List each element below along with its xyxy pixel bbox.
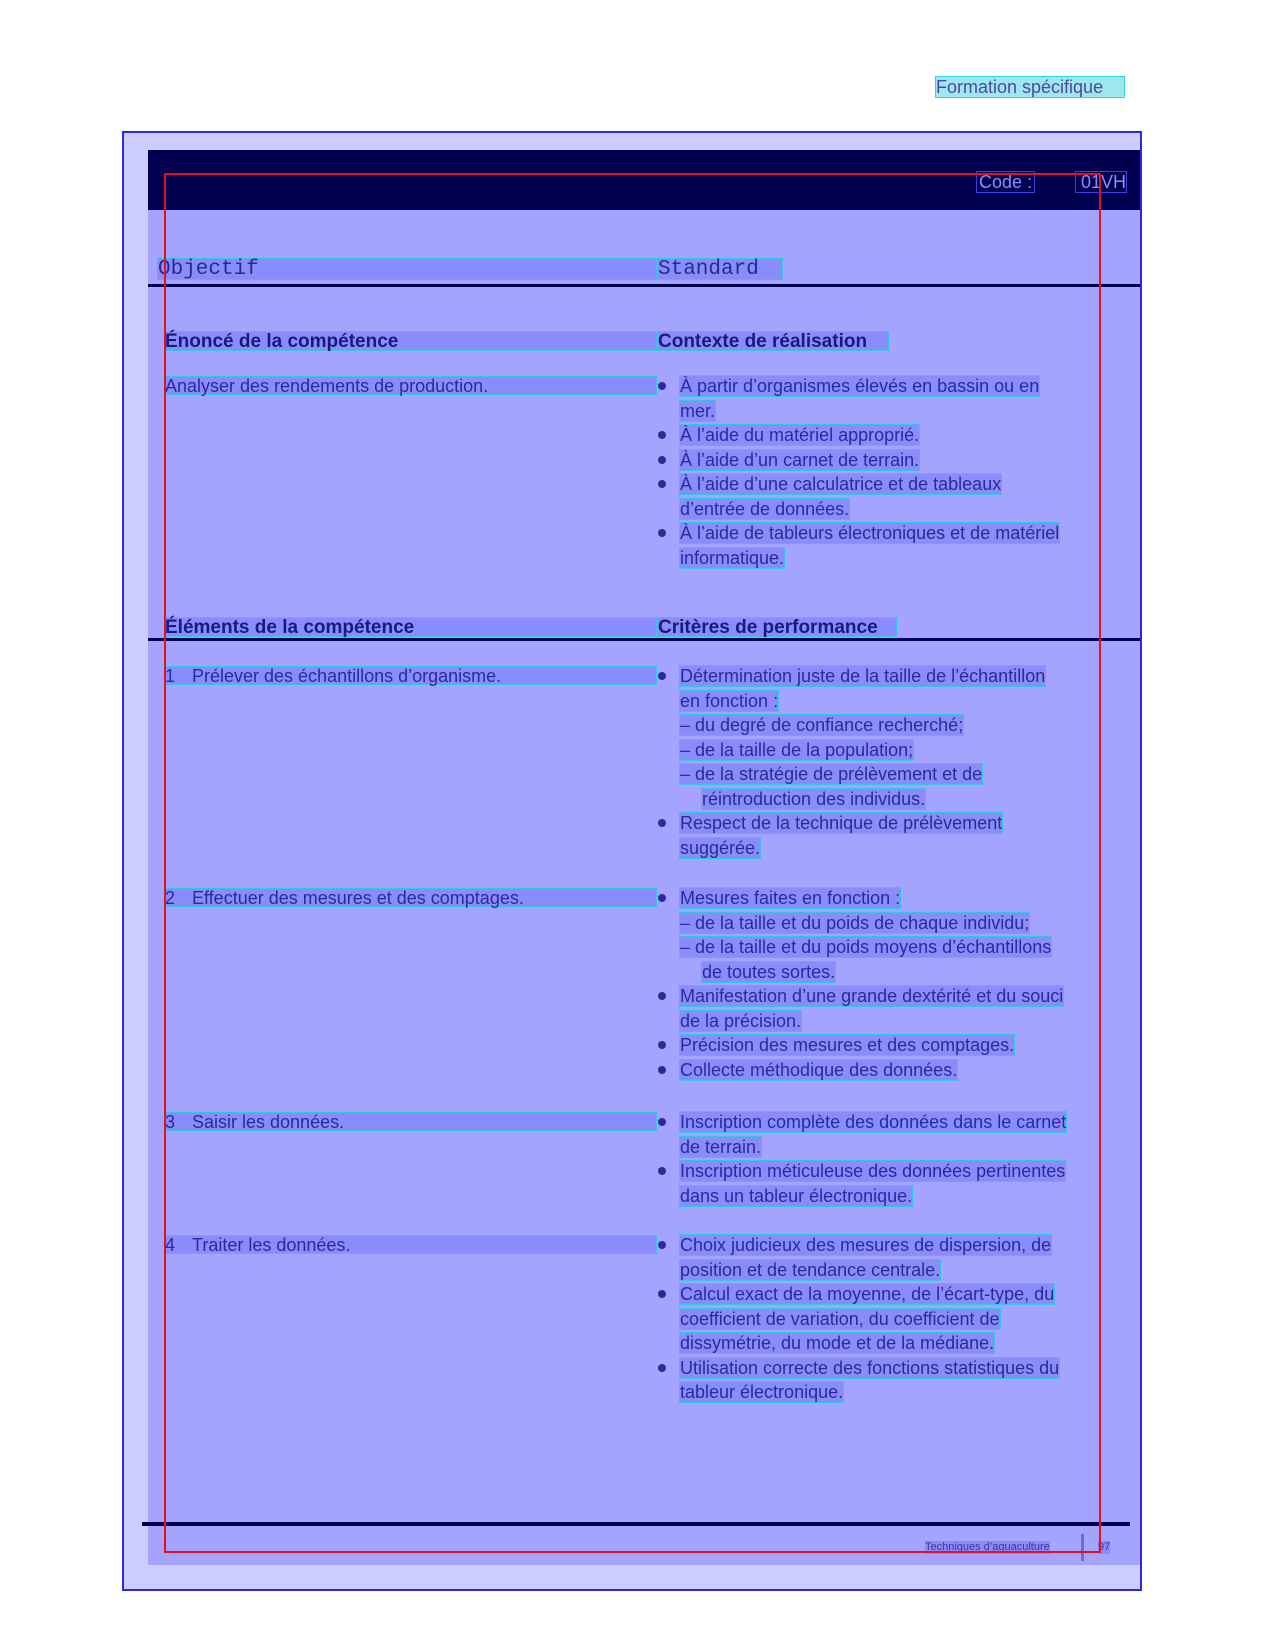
element-label: Prélever des échantillons d’organisme. xyxy=(192,666,502,686)
criteria-text: Manifestation d’une grande dextérité et du souci xyxy=(680,986,1064,1006)
criteria-text: dans un tableur électronique. xyxy=(680,1185,913,1206)
element-number: 2 xyxy=(165,888,176,908)
criteria-text: Inscription complète des données dans le carnet xyxy=(680,1112,1067,1132)
criteria-text: – de la taille de la population; xyxy=(680,739,914,760)
criteria-text: tableur électronique. xyxy=(680,1382,844,1402)
criteria-text: À l’aide de tableurs électroniques et de matériel xyxy=(680,523,1060,543)
criteria-text: Calcul exact de la moyenne, de l’écart-type, du xyxy=(680,1284,1055,1304)
competence-statement: Analyser des rendements de production. xyxy=(164,376,657,395)
standard-heading: Standard xyxy=(657,258,783,280)
criteria-text: Mesures faites en fonction : xyxy=(680,888,901,908)
objective-heading: Objectif xyxy=(157,258,657,280)
footer-program: Techniques d’aquaculture xyxy=(925,1541,1050,1553)
code-label: Code : xyxy=(976,171,1035,193)
criteria-text: – de la taille et du poids de chaque individu; xyxy=(680,912,1030,933)
criteria-text: réintroduction des individus. xyxy=(702,788,926,809)
criteria-text: en fonction : xyxy=(680,690,779,711)
criteria-text: Collecte méthodique des données. xyxy=(680,1059,958,1080)
criteria-text: coefficient de variation, du coefficient de xyxy=(680,1308,1000,1329)
criteria-text: À partir d’organismes élevés en bassin ou en xyxy=(680,376,1040,396)
criteria-text: informatique. xyxy=(680,547,785,568)
element-number: 3 xyxy=(165,1112,176,1132)
criteria-text: Respect de la technique de prélèvement xyxy=(680,813,1003,833)
elements-heading: Éléments de la compétence xyxy=(164,617,657,637)
criteria-text: – du degré de confiance recherché; xyxy=(680,715,964,735)
inner-frame xyxy=(164,173,1101,1553)
criteria-text: À l’aide du matériel approprié. xyxy=(680,425,920,445)
criteria-text: Choix judicieux des mesures de dispersion, de xyxy=(680,1235,1052,1255)
criteria-text: de la précision. xyxy=(680,1010,802,1031)
element-number: 4 xyxy=(165,1235,176,1255)
criteria-text: Inscription méticuleuse des données pertinentes xyxy=(680,1161,1066,1181)
criteria-text: mer. xyxy=(680,400,716,421)
footer-page-number: 97 xyxy=(1098,1541,1111,1553)
element-label: Traiter les données. xyxy=(192,1235,351,1255)
code-value: 01VH xyxy=(1075,171,1127,193)
criteria-heading: Critères de performance xyxy=(657,617,897,637)
criteria-text: de terrain. xyxy=(680,1136,762,1157)
context-heading: Contexte de réalisation xyxy=(657,331,889,351)
criteria-text: À l’aide d’un carnet de terrain. xyxy=(680,449,920,470)
element-label: Saisir les données. xyxy=(192,1112,345,1132)
criteria-text: Précision des mesures et des comptages. xyxy=(680,1035,1015,1055)
criteria-text: position et de tendance centrale. xyxy=(680,1259,941,1280)
statement-heading: Énoncé de la compétence xyxy=(164,331,657,351)
element-label: Effectuer des mesures et des comptages. xyxy=(192,888,524,908)
criteria-text: d’entrée de données. xyxy=(680,498,850,519)
section-tag: Formation spécifique xyxy=(935,76,1125,98)
criteria-text: – de la stratégie de prélèvement et de xyxy=(680,764,983,784)
criteria-text: – de la taille et du poids moyens d’échantillons xyxy=(680,937,1052,957)
criteria-text: Détermination juste de la taille de l’échantillon xyxy=(680,666,1046,686)
criteria-text: suggérée. xyxy=(680,837,761,858)
element-number: 1 xyxy=(165,666,176,686)
criteria-text: À l’aide d’une calculatrice et de tableaux xyxy=(680,474,1002,494)
criteria-text: Utilisation correcte des fonctions statistiques du xyxy=(680,1357,1060,1378)
criteria-text: de toutes sortes. xyxy=(702,961,836,982)
criteria-text: dissymétrie, du mode et de la médiane. xyxy=(680,1333,995,1353)
